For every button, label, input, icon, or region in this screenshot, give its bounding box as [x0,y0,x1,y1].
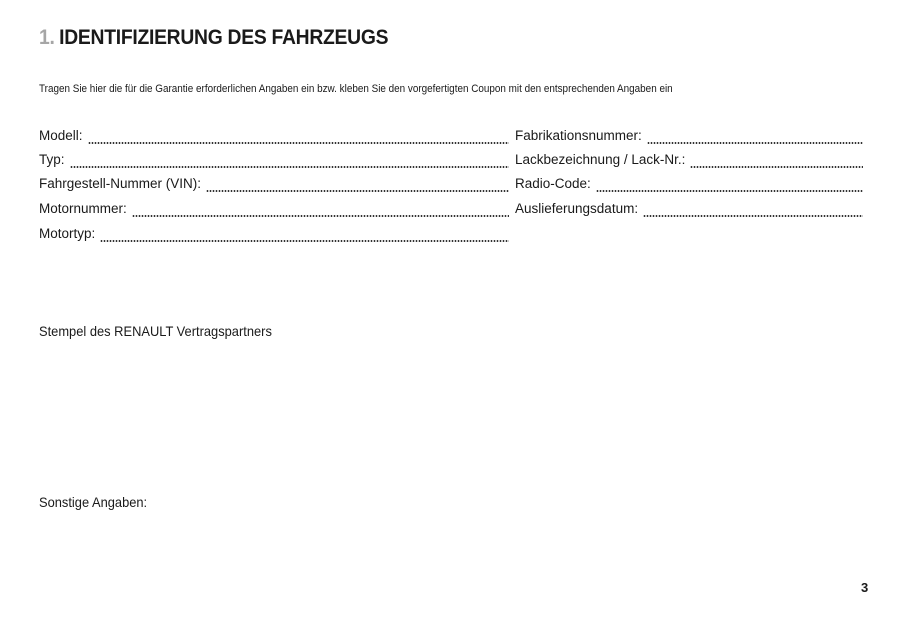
field-label: Modell: [39,128,83,143]
section-number: 1. [39,26,55,49]
field-label: Motortyp: [39,226,96,241]
field-label: Typ: [39,152,65,167]
section-heading [39,26,388,50]
field-label: Auslieferungsdatum: [515,201,639,216]
field-modell[interactable] [39,128,509,148]
dotted-line [206,190,509,192]
dotted-line [643,215,863,217]
section-title: IDENTIFIZIERUNG DES FAHRZEUGS [59,26,389,49]
dotted-line [647,142,863,144]
dotted-line [88,142,509,144]
dotted-line [690,166,863,168]
other-info-label: Sonstige Angaben: [39,494,148,510]
stamp-label: Stempel des RENAULT Vertragspartners [39,323,272,339]
dotted-line [596,190,863,192]
field-auslieferungsdatum[interactable] [515,201,863,221]
field-label: Fahrgestell-Nummer (VIN): [39,176,202,191]
dotted-line [100,240,509,242]
field-typ[interactable] [39,152,509,172]
field-motortyp[interactable] [39,226,509,246]
field-motornummer[interactable] [39,201,509,221]
field-label: Motornummer: [39,201,127,216]
field-radio-code[interactable] [515,176,863,196]
instructions-text: Tragen Sie hier die für die Garantie erforderlichen Angaben ein bzw. kleben Sie den vorgefertigten Coupon mit den entsprechenden Angaben ein [39,83,673,95]
field-vin[interactable] [39,176,509,196]
field-label: Fabrikationsnummer: [515,128,642,143]
page-number: 3 [861,580,869,595]
field-lackbezeichnung[interactable] [515,152,863,172]
field-label: Lackbezeichnung / Lack-Nr.: [515,152,686,167]
field-label: Radio-Code: [515,176,591,191]
field-fabrikationsnummer[interactable] [515,128,863,148]
dotted-line [132,215,509,217]
dotted-line [70,166,509,168]
